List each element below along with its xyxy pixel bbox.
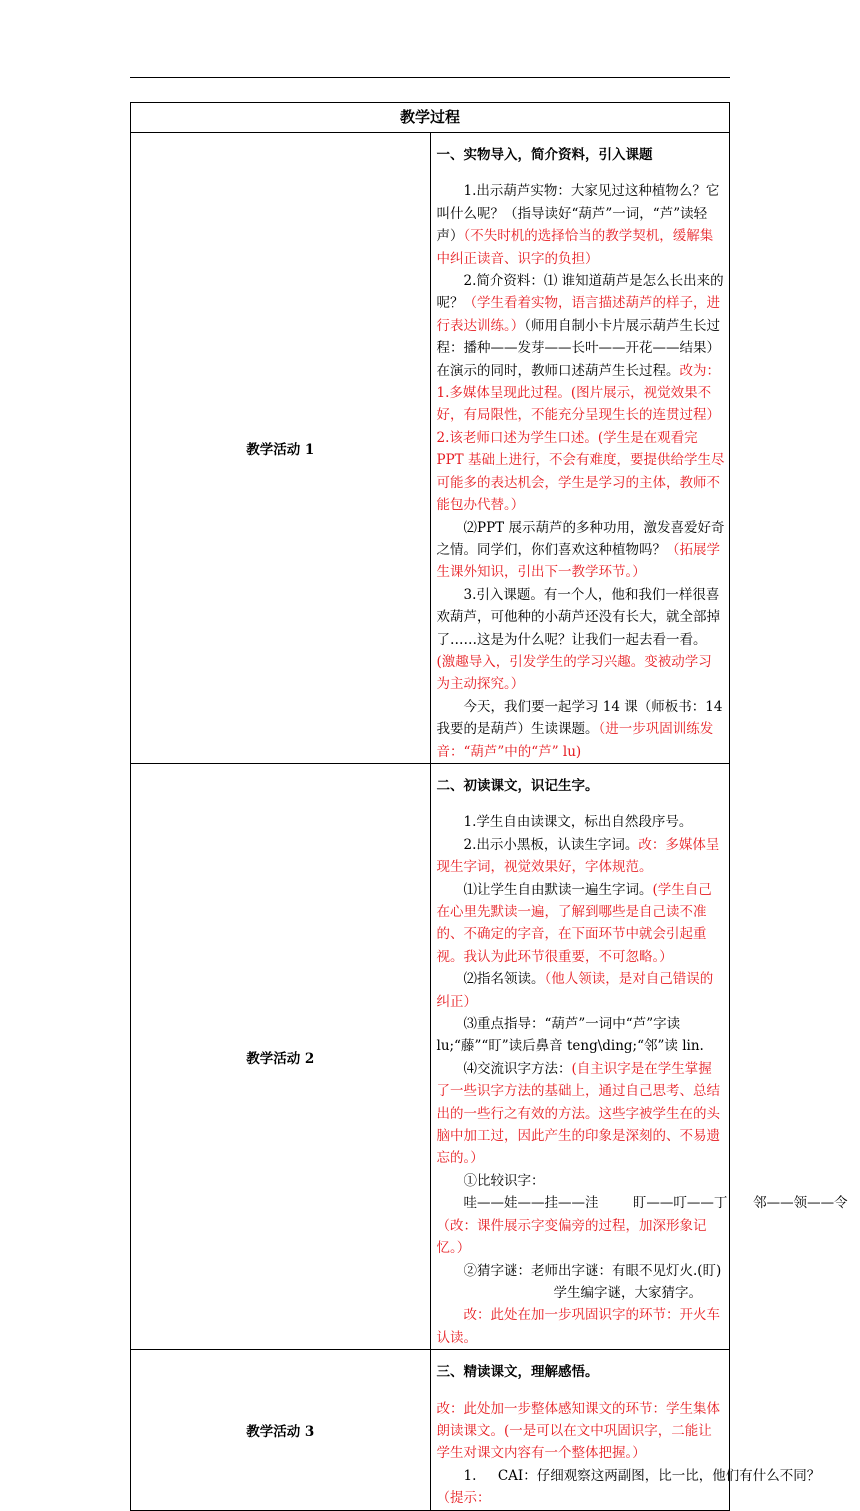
activity-label: 教学活动 2	[131, 763, 431, 1349]
section-title: 二、初读课文，识记生字。	[436, 777, 599, 794]
paragraph: ⑵指名领读。（他人领读，是对自己错误的纠正）	[436, 971, 714, 1010]
activity-label: 教学活动 3	[131, 1350, 431, 1510]
paragraph: 3.引入课题。有一个人，他和我们一样很喜欢葫芦，可他种的小葫芦还没有长大，就全部掉了……这是为什么呢？让我们一起去看一看。(激趣导入，引发学生的学习兴趣。变被动学习为主动探究。）	[436, 586, 720, 693]
section-title: 三、精读课文，理解感悟。	[436, 1364, 599, 1381]
table-row	[131, 133, 730, 764]
section-title: 一、实物导入，简介资料，引入课题	[436, 147, 653, 163]
paragraph: 2.出示小黑板，认读生字词。改：多媒体呈现生字词，视觉效果好，字体规范。	[436, 836, 720, 876]
paragraph: 改：此处在加一步巩固识字的环节：开火车认读。	[436, 1307, 720, 1346]
activity-content	[430, 1350, 821, 1510]
activity-content	[430, 763, 848, 1349]
paragraph: ⑵PPT 展示葫芦的多种功用，激发喜爱好奇之情。同学们，你们喜欢这种植物吗？（拓展学生课外知识，引出下一教学环节。）	[436, 519, 725, 581]
paragraph: 今天，我们要一起学习 14 课（师板书：14 我要的是葫芦）生读课题。（进一步巩固训练发音：“葫芦”中的“芦” lu)	[436, 698, 723, 760]
paragraph: 1. CAI：仔细观察这两副图，比一比，他们有什么不同？（提示：	[436, 1467, 821, 1507]
paragraph: （改：课件展示字变偏旁的过程，加深形象记忆。）	[436, 1217, 707, 1257]
lesson-table	[130, 102, 848, 1511]
paragraph: 2.简介资料：⑴ 谁知道葫芦是怎么长出来的呢？（学生看着实物，语言描述葫芦的样子，进行表达训练。）（师用自制小卡片展示葫芦生长过程：播种——发芽——长叶——开花——结果）在演示的同时，教师口述葫芦生长过程。改为：1.多媒体呈现此过程。(图片展示，视觉效果不好，有局限性，不能充分呈现生长的连贯过程）2.该老师口述为学生口述。(学生是在观看完 PPT 基础上进行，不会有难度，要提供给学生尽可能多的表达机会，学生是学习的主体，教师不能包办代替。）	[436, 273, 725, 514]
table-header: 教学过程	[131, 103, 730, 133]
paragraph: 1.出示葫芦实物：大家见过这种植物么？它叫什么呢？（指导读好“葫芦”一词，“芦”读轻声）（不失时机的选择恰当的教学契机，缓解集中纠正读音、识字的负担）	[436, 183, 720, 267]
paragraph: ⑴让学生自由默读一遍生字词。(学生自己在心里先默读一遍，了解到哪些是自己读不准的、不确定的字音，在下面环节中就会引起重视。我认为此环节很重要，不可忽略。）	[436, 881, 712, 965]
activity-content	[430, 133, 730, 764]
table-row	[131, 763, 730, 1349]
paragraph: ⑶重点指导：“葫芦”一词中“芦”字读 lu;“藤”“盯”读后鼻音 teng\ding;“邻”读 lin.	[436, 1016, 704, 1055]
paragraph: 1.学生自由读课文，标出自然段序号。	[463, 814, 693, 831]
activity-label: 教学活动 1	[131, 133, 431, 764]
paragraph: ①比较识字：	[463, 1172, 545, 1189]
table-row	[131, 1350, 730, 1510]
paragraph: ⑷交流识字方法：(自主识字是在学生掌握了一些识字方法的基础上，通过自己思考、总结出的一些行之有效的方法。这些字被学生在的头脑中加工过，因此产生的印象是深刻的、不易遗忘的。）	[436, 1060, 720, 1167]
paragraph: 学生编字谜，大家猜字。	[553, 1284, 702, 1301]
paragraph: ②猜字谜：老师出字谜：有眼不见灯火.(盯)	[463, 1262, 722, 1279]
paragraph: 改：此处加一步整体感知课文的环节：学生集体朗读课文。(一是可以在文中巩固识字，二能让学生对课文内容有一个整体把握。）	[436, 1400, 720, 1462]
header-rule	[130, 77, 730, 78]
compare-chars: 哇——娃——挂——洼 盯——叮——丁 邻——领——令	[463, 1195, 848, 1212]
